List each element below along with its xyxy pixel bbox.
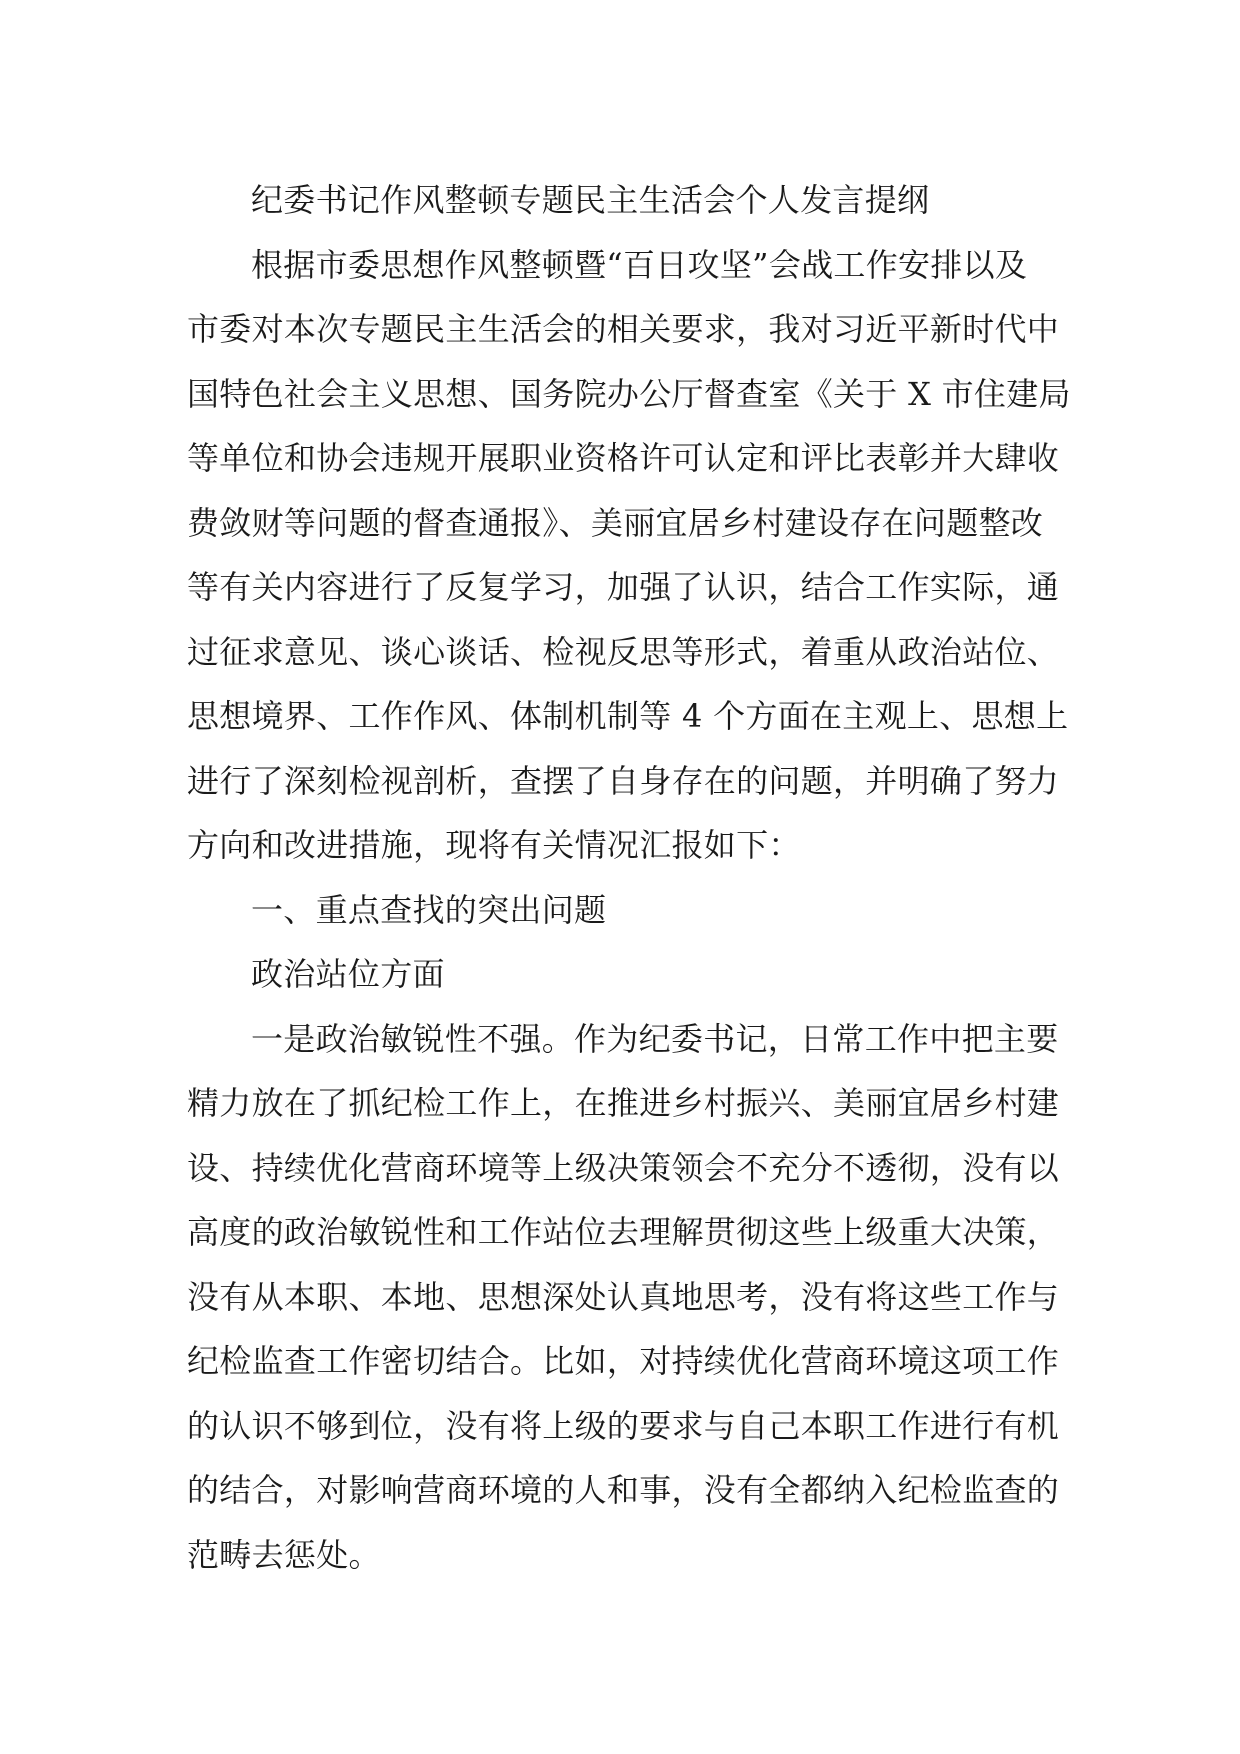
paragraph-line: 费敛财等问题的督查通报》、美丽宜居乡村建设存在问题整改 xyxy=(187,503,1044,542)
paragraph-line: 等有关内容进行了反复学习，加强了认识，结合工作实际，通 xyxy=(187,568,1060,606)
paragraph-line: 方向和改进措施，现将有关情况汇报如下： xyxy=(187,826,801,864)
paragraph-line: 国特色社会主义思想、国务院办公厅督查室《关于 X 市住建局 xyxy=(187,374,1071,413)
paragraph-line: 纪检监查工作密切结合。比如，对持续优化营商环境这项工作 xyxy=(187,1342,1060,1380)
paragraph-line: 精力放在了抓纪检工作上，在推进乡村振兴、美丽宜居乡村建 xyxy=(187,1084,1060,1122)
section-heading: 一、重点查找的突出问题 xyxy=(251,890,607,929)
document-page xyxy=(187,168,1071,1587)
paragraph-line: 设、持续优化营商环境等上级决策领会不充分不透彻，没有以 xyxy=(187,1148,1060,1187)
paragraph-line: 等单位和协会违规开展职业资格许可认定和评比表彰并大肆收 xyxy=(187,439,1060,477)
paragraph-line: 思想境界、工作作风、体制机制等 4 个方面在主观上、思想上 xyxy=(187,697,1069,735)
document-title: 纪委书记作风整顿专题民主生活会个人发言提纲 xyxy=(251,181,930,219)
paragraph-line: 根据市委思想作风整顿暨“百日攻坚”会战工作安排以及 xyxy=(251,245,1028,284)
paragraph-line: 的认识不够到位，没有将上级的要求与自己本职工作进行有机 xyxy=(187,1406,1060,1445)
paragraph-line: 的结合，对影响营商环境的人和事，没有全都纳入纪检监查的 xyxy=(187,1471,1060,1509)
paragraph-line: 范畴去惩处。 xyxy=(187,1535,381,1574)
paragraph-line: 没有从本职、本地、思想深处认真地思考，没有将这些工作与 xyxy=(187,1277,1060,1316)
intro-paragraph xyxy=(187,233,1071,878)
point-paragraph xyxy=(187,1007,1060,1588)
paragraph-line: 进行了深刻检视剖析，查摆了自身存在的问题，并明确了努力 xyxy=(187,761,1060,800)
paragraph-line: 过征求意见、谈心谈话、检视反思等形式，着重从政治站位、 xyxy=(187,632,1060,671)
paragraph-line: 一是政治敏锐性不强。作为纪委书记，日常工作中把主要 xyxy=(251,1019,1059,1058)
paragraph-line: 市委对本次专题民主生活会的相关要求，我对习近平新时代中 xyxy=(187,310,1060,348)
subsection-heading: 政治站位方面 xyxy=(251,955,445,993)
paragraph-line: 高度的政治敏锐性和工作站位去理解贯彻这些上级重大决策， xyxy=(187,1213,1060,1251)
